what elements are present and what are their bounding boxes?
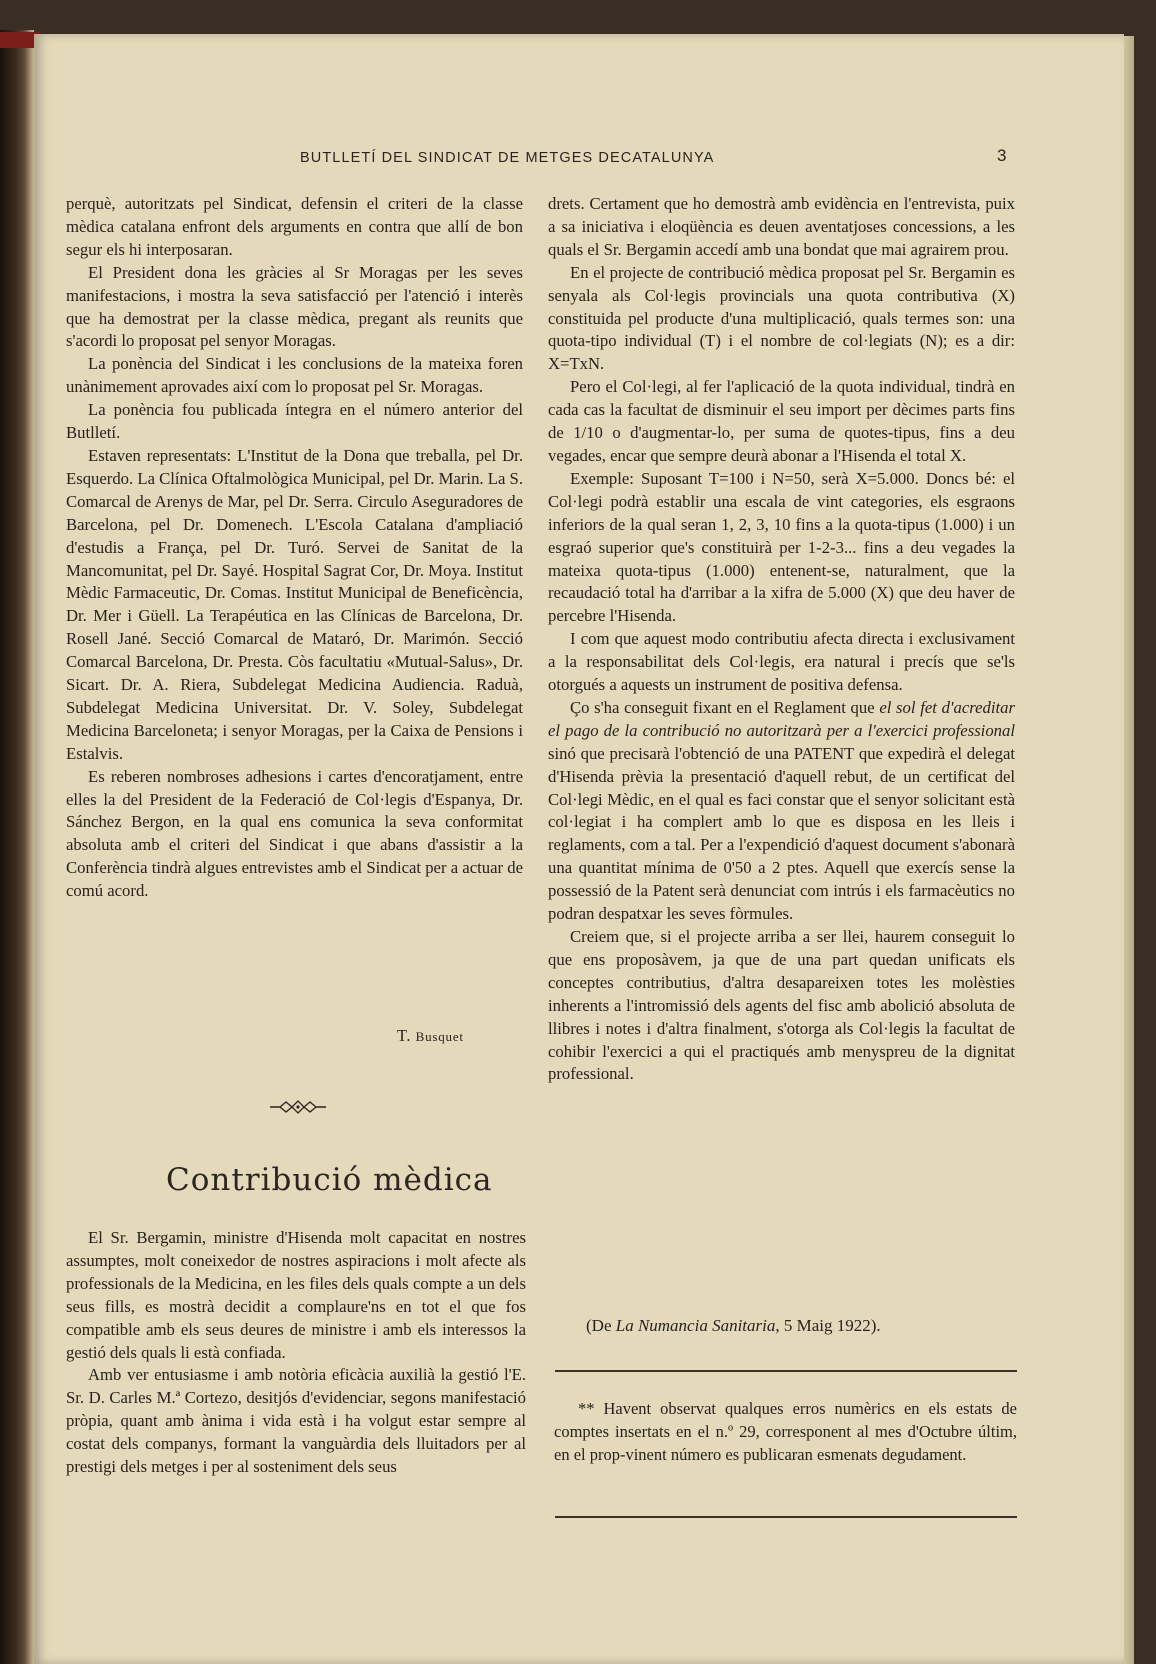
patent-italic-clause: el sol fet d'acreditar el pago de la contribució no autoritzarà per a l'exercici professional — [548, 697, 1015, 740]
footnote-rule-top — [555, 1370, 1017, 1372]
right-column — [548, 193, 1015, 1086]
left-paragraph: Estaven representats: L'Institut de la Dona que treballa, pel Dr. Esquerdo. La Clínica Oftalmològica Municipal, pel Dr. Marin. La S. Comarcal de Arenys de Mar, pel Dr. Serra. Circulo Aseguradores de Barcelona, pel Dr. Domenech. L'Escola Catalana d'ampliació d'estudis a França, pel Dr. Turó. Servei de Sanitat de la Mancomunitat, pel Dr. Sayé. Hospital Sagrat Cor, Dr. Moya. Institut Mèdic Farmaceutic, Dr. Comas. Institut Municipal de Beneficència, Dr. Mer i Güell. La Terapéutica en las Clínicas de Barcelona, Dr. Rosell Jané. Secció Comarcal de Mataró, Dr. Marimón. Secció Comarcal Barcelona, Dr. Presta. Còs facultatiu «Mutual-Salus», Dr. Sicart. Dr. A. Riera, Subdelegat Medicina Audiencia. Raduà, Subdelegat Medicina Universitat. Dr. V. Soley, Subdelegat Medicina Barceloneta; i senyor Moragas, per la Caixa de Pensions i Estalvis. — [66, 445, 523, 763]
left-column — [66, 193, 523, 903]
article-body-left — [66, 1227, 526, 1479]
footnote-text: ** Havent observat qualques erros numèrics en els estats de comptes insertats en el n.º 29, corresponent al mes d'Octubre últim, en el prop-vinent número es publicaran esmenats degudament. — [554, 1399, 1017, 1464]
right-paragraph: drets. Certament que ho demostrà amb evidència en l'entrevista, puix a sa iniciativa i eloqüència es deuen aventatjoses concessions, a les quals el Sr. Bergamin accedí amb una bondat que mai agrairem prou. — [548, 194, 1015, 259]
signature-name: Busquet — [415, 1029, 464, 1044]
source-citation — [586, 1316, 881, 1336]
right-paragraph: En el projecte de contribució mèdica proposat pel Sr. Bergamin es senyala als Col·legis provincials una quota contributiva (X) constituida pel producte d'una multiplicació, quals termes son: una quota-tipo individual (T) i el nombre de col·legiats (N); es a dir: X=TxN. — [548, 262, 1015, 374]
page-edge — [1124, 36, 1134, 1664]
left-paragraph: La ponència fou publicada íntegra en el número anterior del Butlletí. — [66, 400, 523, 443]
signature — [397, 1026, 464, 1046]
left-paragraph: La ponència del Sindicat i les conclusions de la mateixa foren unànimement aprovades així com lo proposat pel Sr. Moragas. — [66, 354, 523, 397]
signature-initial: T. — [397, 1026, 411, 1045]
right-paragraph-closing: Creiem que, si el projecte arriba a ser llei, haurem conseguit lo que ens proposàvem, ja que de una part quedan unificats els conceptes contributius, d'altra desapareixen totes les molèsties inherents a l'intromissió dels agents del fisc amb abolició absoluta de llibres i notes i d'altra finalment, s'otorga als Col·legis la facultat de cohibir l'exercici a qui el practiqués amb menyspreu de la dignitat professional. — [548, 927, 1015, 1084]
footnote — [554, 1398, 1017, 1467]
page-number: 3 — [997, 146, 1007, 165]
article-paragraph: Amb ver entusiasme i amb notòria eficàcia auxilià la gestió l'E. Sr. D. Carles M.ª Cortezo, desitjós d'evidenciar, segons manifestació pròpia, quant amb ànima i vida està i ha volgut estar sempre al costat dels companys, formant la vanguàrdia dels lluitadors per al prestigi dels metges i per al sosteniment dels seus — [66, 1365, 526, 1477]
article-paragraph: El Sr. Bergamin, ministre d'Hisenda molt capacitat en nostres assumptes, molt coneixedor de nostres aspiracions i molt afecte als professionals de la Medicina, en les files dels quals compte a un dels seus fills, es mostrà decidit a complaure'ns en tot el que fos compatible amb els seus deures de ministre i amb els interessos la gestió dels quals li està confiada. — [66, 1228, 526, 1362]
right-paragraph: Pero el Col·legi, al fer l'aplicació de la quota individual, tindrà en cada cas la facultat de disminuir el seu import per dècimes parts fins de 1/10 o d'augmentar-lo, per suma de quotes-tipus, fins a deu vegades, encar que sempre deurà abonar a l'Hisenda el total X. — [548, 377, 1015, 465]
left-paragraph: Es reberen nombroses adhesions i cartes d'encoratjament, entre elles la del President de la Federació de Col·legis d'Espanya, Dr. Sánchez Bergon, en la qual ens comunica la seva conformitat absoluta amb el criteri del Sindicat i que abans d'assistir a la Conferència tindrà algues entrevistes amb el Sindicat per a actuar de comú acord. — [66, 766, 523, 901]
running-title: BUTLLETÍ DEL SINDICAT DE METGES DECATALUNYA — [300, 150, 715, 166]
source-date: , 5 Maig 1922). — [775, 1316, 881, 1335]
patent-prefix: Ço s'ha conseguit fixant en el Reglament que — [570, 697, 880, 717]
section-ornament-icon — [268, 1098, 328, 1116]
left-paragraph: El President dona les gràcies al Sr Moragas per les seves manifestacions, i mostra la seva satisfacció per l'atenció i interès que ha demostrat per la classe mèdica, pregant als reunits que s'acordi lo proposat pel senyor Moragas. — [66, 262, 523, 351]
article-title: Contribució mèdica — [166, 1162, 493, 1198]
book-spine — [0, 30, 34, 1664]
right-paragraph-patent — [548, 697, 1015, 926]
source-prefix: (De — [586, 1316, 616, 1335]
right-paragraph: Exemple: Suposant T=100 i N=50, serà X=5.000. Doncs bé: el Col·legi podrà establir una escala de vint categories, els esgraons inferiors de la qual seran 1, 2, 3, 10 fins a la quota-tipus (1.000) i un esgraó superior que's constituirà per 1-2-3... fins a deu vegades la mateixa quota-tipus (1.000) entenent-se, naturalment, que la recaudació total ha d'arribar a la xifra de 5.000 (X) que deu haver de percebre l'Hisenda. — [548, 468, 1015, 626]
source-title: La Numancia Sanitaria — [615, 1316, 776, 1335]
right-paragraph: I com que aquest modo contributiu afecta directa i exclusivament a la responsabilitat dels Col·legis, era natural i precís que se'ls otorgués a aquests un instrument de positiva defensa. — [548, 629, 1015, 695]
footnote-rule-bottom — [555, 1516, 1017, 1518]
patent-rest: sinó que precisarà l'obtenció de una PATENT que expedirà el delegat d'Hisenda prèvia la presentació d'aquell rebut, de un certificat del Col·legi Mèdic, en el qual es faci constar que el senyor solicitant està col·legiat i ha complert amb lo que es disposa en les lleis i reglaments, com a tal. Per a l'expendició d'aquest document s'abonarà una quantitat mínima de 0'50 a 2 ptes. Aquell que exercís sense la possessió de la Patent serà denunciat com intrús i els farmacèutics no podran despatxar les seves fòrmules. — [548, 743, 1015, 924]
left-paragraph: perquè, autoritzats pel Sindicat, defensin el criteri de la classe mèdica catalana enfront dels arguments en contra que allí de bon segur els hi interposaran. — [66, 194, 523, 259]
